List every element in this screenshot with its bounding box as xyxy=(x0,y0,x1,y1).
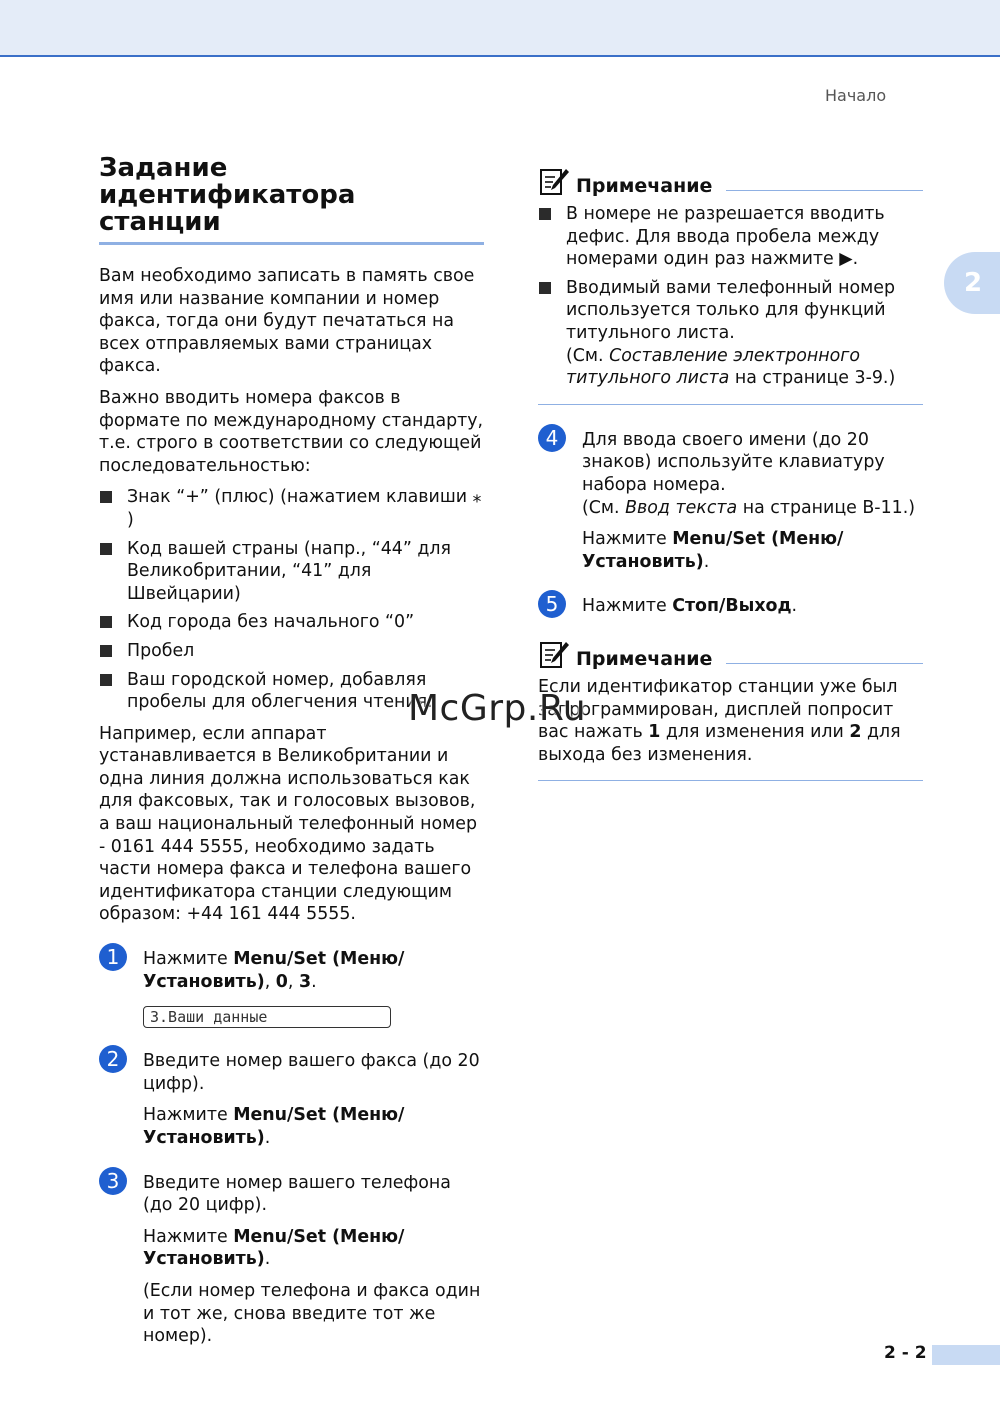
top-band xyxy=(0,0,1000,57)
square-bullet-icon xyxy=(100,616,112,628)
step-number-icon: 3 xyxy=(99,1167,127,1195)
note-end-divider xyxy=(538,780,923,781)
square-bullet-icon xyxy=(100,491,112,503)
intro-paragraph-1: Вам необходимо записать в память свое имя или название компании и номер факса, тогда они будут печататься на всех отправляемых вами страницах факса. xyxy=(99,266,475,377)
step-2 xyxy=(99,1047,484,1149)
format-list xyxy=(99,486,484,713)
step-number-icon: 2 xyxy=(99,1045,127,1073)
square-bullet-icon xyxy=(100,543,112,555)
note-list xyxy=(538,203,923,390)
step-4-sub: Нажмите Menu/Set (Меню/Установить). xyxy=(582,529,844,572)
step-number-icon: 5 xyxy=(538,590,566,618)
watermark: McGrp.Ru xyxy=(408,688,587,729)
step-1-text: Нажмите Menu/Set (Меню/Установить), 0, 3. xyxy=(143,949,405,992)
step-4-text: Для ввода своего имени (до 20 знаков) используйте клавиатуру набора номера. (См. Ввод текста на странице B-11.) xyxy=(582,429,916,518)
list-item: Вводимый вами телефонный номер используется только для функций титульного листа. (См. Составление электронного титульного листа на странице 3-9.) xyxy=(538,277,923,390)
note-box-2 xyxy=(538,638,923,781)
step-3-sub: Нажмите Menu/Set (Меню/Установить). xyxy=(143,1226,405,1270)
page-tab xyxy=(932,1345,1000,1365)
lcd-display: 3.Ваши данные xyxy=(143,1006,391,1028)
list-item: Код города без начального “0” xyxy=(99,611,484,634)
step-number-icon: 1 xyxy=(99,943,127,971)
note-header xyxy=(538,638,923,670)
step-1 xyxy=(99,945,484,1028)
step-5 xyxy=(538,592,923,618)
note-end-divider xyxy=(538,404,923,405)
list-item: Ваш городской номер, добавляя пробелы для облегчения чтения. xyxy=(99,669,484,714)
list-item: Знак “+” (плюс) (нажатием клавиши ⁎ ) xyxy=(99,486,484,531)
note-header xyxy=(538,165,923,197)
example-paragraph: Например, если аппарат устанавливается в Великобритании и одна линия должна использоваться как для факсовых, так и голосовых вызовов, а ваш национальный телефонный номер - 0161 444 5555, необходимо задать части номера факса и телефона вашего идентификатора станции следующим образом: +44 161 444 5555. xyxy=(99,723,477,925)
step-3-text: Введите номер вашего телефона (до 20 цифр). xyxy=(143,1172,451,1216)
step-3 xyxy=(99,1168,484,1348)
note-2-text: Если идентификатор станции уже был запрограммирован, дисплей попросит вас нажать 1 для изменения или 2 для выхода без изменения. xyxy=(538,676,901,765)
intro-paragraph-2: Важно вводить номера факсов в формате по международному стандарту, т.е. строго в соответствии со следующей последовательностью: xyxy=(99,387,484,476)
list-item: Пробел xyxy=(99,640,484,663)
note-title: Примечание xyxy=(576,647,713,670)
step-4 xyxy=(538,425,923,574)
note-pencil-icon xyxy=(538,638,570,670)
note-divider xyxy=(726,663,923,664)
page-number: 2 - 2 xyxy=(884,1343,927,1363)
square-bullet-icon xyxy=(100,674,112,686)
step-number-icon: 4 xyxy=(538,424,566,452)
note-title: Примечание xyxy=(576,175,713,197)
note-divider xyxy=(726,190,923,191)
square-bullet-icon xyxy=(539,208,551,220)
list-item: В номере не разрешается вводить дефис. Для ввода пробела между номерами один раз нажмите ▶. xyxy=(538,203,923,271)
step-2-sub: Нажмите Menu/Set (Меню/Установить). xyxy=(143,1105,405,1148)
note-pencil-icon xyxy=(538,165,570,197)
square-bullet-icon xyxy=(100,645,112,657)
note-box-1 xyxy=(538,165,923,405)
section-title: Задание идентификатора станции xyxy=(99,155,484,245)
chapter-tab[interactable]: 2 xyxy=(944,252,1000,314)
step-5-text: Нажмите Стоп/Выход. xyxy=(582,596,798,617)
step-2-text: Введите номер вашего факса (до 20 цифр). xyxy=(143,1051,480,1094)
step-3-extra: (Если номер телефона и факса один и тот же, снова введите тот же номер). xyxy=(143,1280,481,1347)
list-item: Код вашей страны (напр., “44” для Великобритании, “41” для Швейцарии) xyxy=(99,538,484,606)
square-bullet-icon xyxy=(539,282,551,294)
section-name: Начало xyxy=(825,86,887,105)
right-column xyxy=(538,165,923,781)
left-column xyxy=(99,155,484,1348)
